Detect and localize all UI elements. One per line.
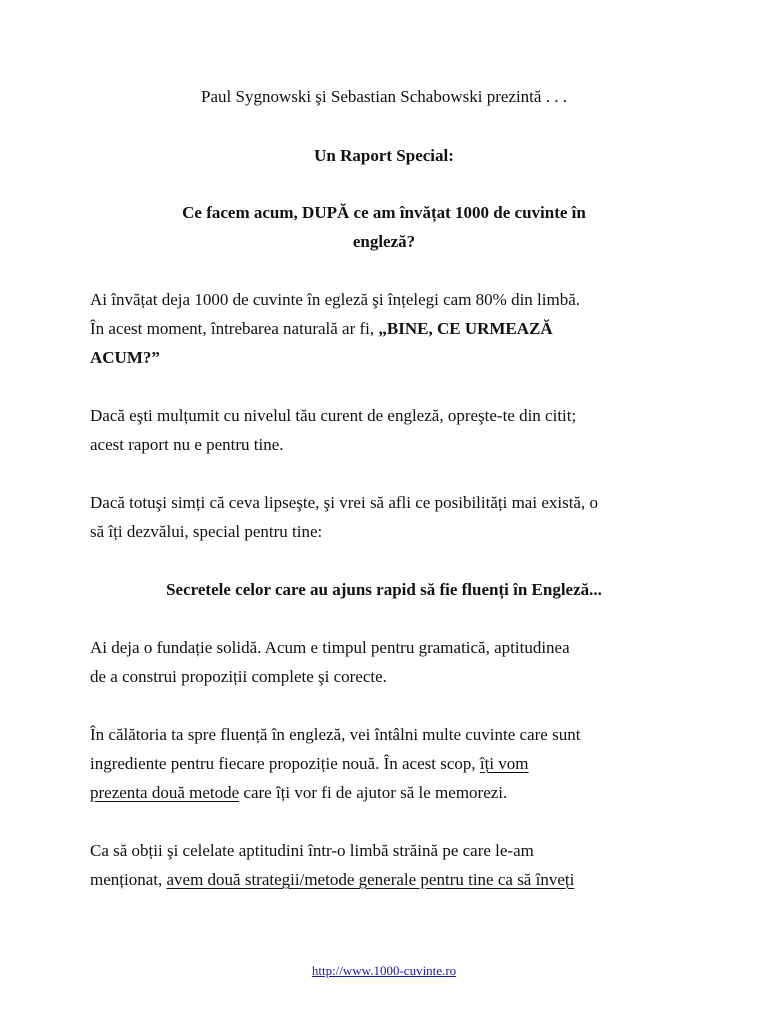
- footer-website-link[interactable]: http://www.1000-cuvinte.ro: [311, 963, 457, 978]
- paragraph-5-line-2: [90, 754, 529, 774]
- paragraph-1-line-1: Ai învățat deja 1000 de cuvinte în egleză şi înțelegi cam 80% din limbă.: [90, 290, 581, 309]
- intro-line: Paul Sygnowski şi Sebastian Schabowski prezintă . . .: [201, 87, 567, 106]
- paragraph-1-line-2: [90, 319, 553, 339]
- paragraph-1-line-3: ACUM?”: [90, 348, 160, 367]
- paragraph-5-line-2-text: ingrediente pentru fiecare propoziție nouă. În acest scop,: [90, 754, 480, 773]
- paragraph-1-question: „BINE, CE URMEAZĂ: [378, 319, 553, 338]
- paragraph-2-line-2: acest raport nu e pentru tine.: [90, 435, 284, 454]
- headline-line-2: engleză?: [352, 232, 416, 251]
- paragraph-5-line-3: [90, 783, 507, 803]
- paragraph-3-line-2: să îți dezvălui, special pentru tine:: [90, 522, 323, 541]
- subheadline: Secretele celor care au ajuns rapid să fie fluenți în Engleză...: [166, 580, 602, 599]
- paragraph-5-line-1: În călătoria ta spre fluență în engleză, vei întâlni multe cuvinte care sunt: [90, 725, 581, 744]
- paragraph-4-line-2: de a construi propoziții complete şi corecte.: [90, 667, 387, 686]
- paragraph-6-line-2-text: menționat,: [90, 870, 167, 889]
- paragraph-6-line-1: Ca să obții şi celelate aptitudini într-o limbă străină pe care le-am: [90, 841, 534, 860]
- paragraph-4-line-1: Ai deja o fundație solidă. Acum e timpul pentru gramatică, aptitudinea: [90, 638, 570, 657]
- paragraph-1-line-2-text: În acest moment, întrebarea naturală ar fi,: [90, 319, 379, 338]
- headline-line-1: Ce facem acum, DUPĂ ce am învățat 1000 de cuvinte în: [182, 203, 586, 222]
- report-label: Un Raport Special:: [314, 146, 454, 165]
- paragraph-2-line-1: Dacă eşti mulțumit cu nivelul tău curent de engleză, opreşte-te din citit;: [90, 406, 577, 425]
- paragraph-3-line-1: Dacă totuşi simți că ceva lipseşte, şi vrei să afli ce posibilități mai există, o: [90, 493, 598, 512]
- methods-link-part-1[interactable]: îți vom: [479, 754, 529, 773]
- paragraph-5-line-3-text: care îți vor fi de ajutor să le memorezi.: [239, 783, 508, 802]
- paragraph-6-line-2: [90, 870, 574, 890]
- methods-link-part-2[interactable]: prezenta două metode: [90, 783, 240, 802]
- strategies-link[interactable]: avem două strategii/metode generale pentru tine ca să înveți: [166, 870, 575, 889]
